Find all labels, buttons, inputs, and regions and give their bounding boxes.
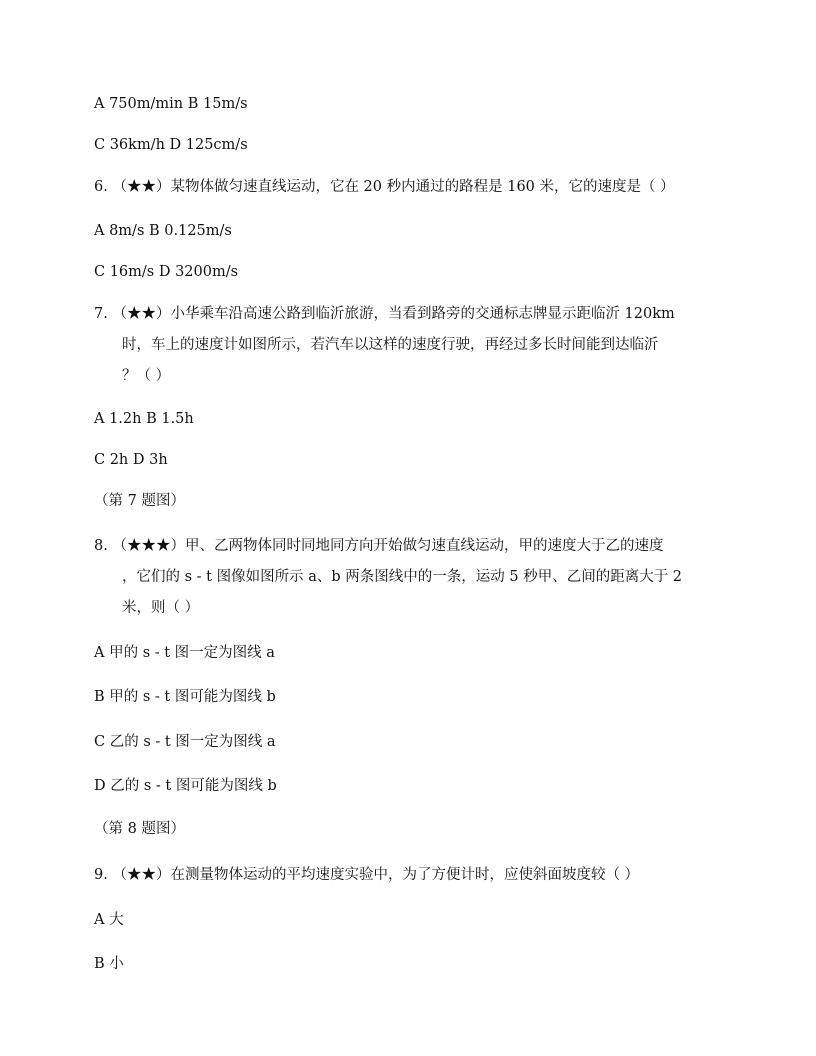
question-8-line-3: 米，则（ ） [122,600,200,616]
question-8-line-1: 8. （★★★）甲、乙两物体同时同地同方向开始做匀速直线运动，甲的速度大于乙的速度 [94,538,664,554]
figure-8-caption: （第 8 题图） [94,821,185,837]
question-6: 6. （★★）某物体做匀速直线运动，它在 20 秒内通过的路程是 160 米，它的速度是（ ） [94,179,675,195]
question-7-line-2: 时，车上的速度计如图所示，若汽车以这样的速度行驶，再经过多长时间能到达临沂 [122,337,659,353]
question-9: 9. （★★）在测量物体运动的平均速度实验中，为了方便计时，应使斜面坡度较（ ） [94,867,640,883]
figure-7-caption: （第 7 题图） [94,493,185,509]
q6-options-cd: C 16m/s D 3200m/s [94,264,239,280]
q8-option-b: B 甲的 s - t 图可能为图线 b [94,689,276,705]
q5-options-ab: A 750m/min B 15m/s [94,96,248,112]
q8-option-d: D 乙的 s - t 图可能为图线 b [94,778,277,794]
q7-options-cd: C 2h D 3h [94,452,168,468]
q6-options-ab: A 8m/s B 0.125m/s [94,223,232,239]
q9-option-b: B 小 [94,956,124,972]
question-8-line-2: ，它们的 s - t 图像如图所示 a、b 两条图线中的一条，运动 5 秒甲、乙间的距离大于 2 [122,569,683,585]
q9-option-a: A 大 [94,912,124,928]
question-7-line-3: ？（ ） [122,368,171,384]
question-7-line-1: 7. （★★）小华乘车沿高速公路到临沂旅游，当看到路旁的交通标志牌显示距临沂 120km [94,306,675,322]
q5-options-cd: C 36km/h D 125cm/s [94,137,248,153]
q8-option-c: C 乙的 s - t 图一定为图线 a [94,734,276,750]
q7-options-ab: A 1.2h B 1.5h [94,411,194,427]
q8-option-a: A 甲的 s - t 图一定为图线 a [94,645,275,661]
